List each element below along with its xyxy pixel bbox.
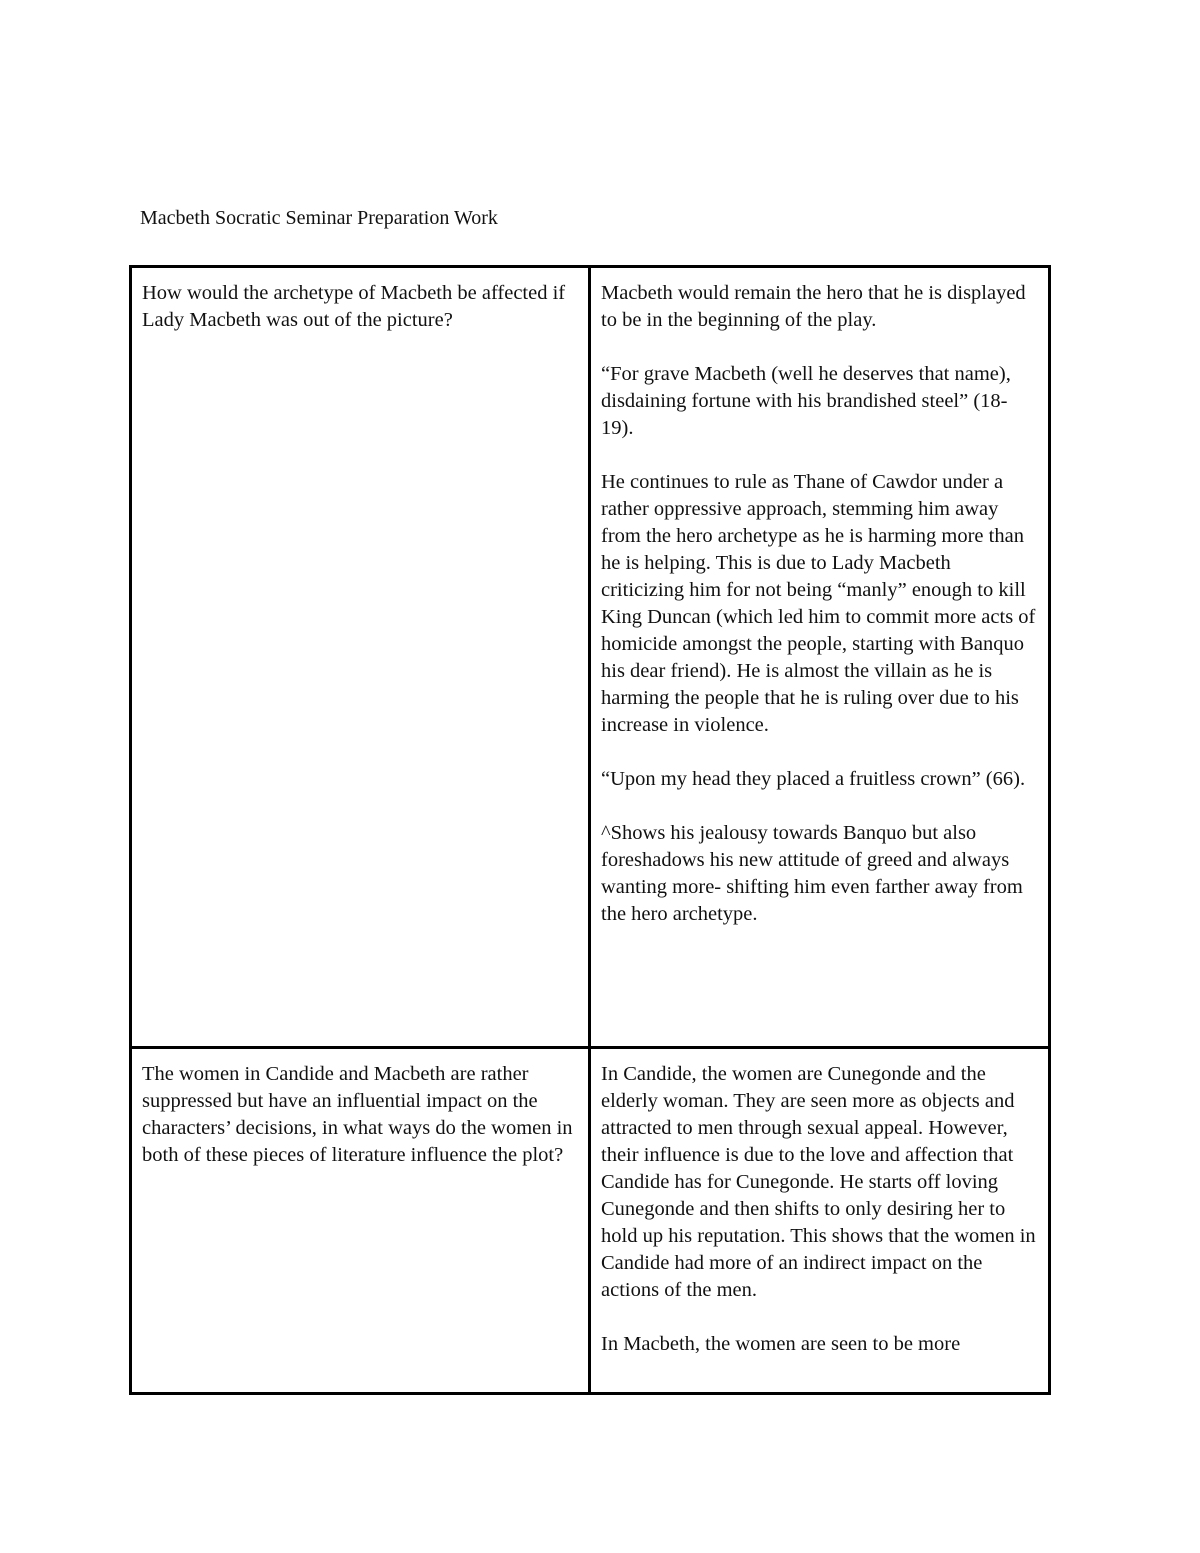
answer-paragraph: Macbeth would remain the hero that he is displayed to be in the beginning of the play. [601, 282, 1026, 331]
question-cell [131, 267, 590, 1048]
answer-paragraph: ^Shows his jealousy towards Banquo but also foreshadows his new attitude of greed and always wanting more- shifting him even farther away from the hero archetype. [601, 822, 1023, 925]
table-row [131, 267, 1050, 1048]
answer-paragraph: “For grave Macbeth (well he deserves that name), disdaining fortune with his brandished steel” (18-19). [601, 363, 1011, 439]
answer-cell [590, 267, 1050, 1048]
seminar-table [129, 265, 1051, 1395]
answer-paragraph: In Candide, the women are Cunegonde and the elderly woman. They are seen more as objects and attracted to men through sexual appeal. However, their influence is due to the love and affection that Candide has for Cunegonde. He starts off loving Cunegonde and then shifts to only desiring her to hold up his reputation. This shows that the women in Candide had more of an indirect impact on the actions of the men. [601, 1063, 1036, 1301]
table-row [131, 1048, 1050, 1394]
document-title: Macbeth Socratic Seminar Preparation Work [140, 207, 498, 229]
answer-paragraph: He continues to rule as Thane of Cawdor under a rather oppressive approach, stemming him away from the hero archetype as he is harming more than he is helping. This is due to Lady Macbeth criticizing him for not being “manly” enough to kill King Duncan (which led him to commit more acts of homicide amongst the people, starting with Banquo his dear friend). He is almost the villain as he is harming the people that he is ruling over due to his increase in violence. [601, 471, 1036, 736]
question-text: The women in Candide and Macbeth are rather suppressed but have an influential impact on the characters’ decisions, in what ways do the women in both of these pieces of literature influence the plot? [142, 1063, 573, 1166]
question-cell [131, 1048, 590, 1394]
answer-paragraph: “Upon my head they placed a fruitless crown” (66). [601, 768, 1026, 790]
answer-cell [590, 1048, 1050, 1394]
question-text: How would the archetype of Macbeth be affected if Lady Macbeth was out of the picture? [142, 282, 566, 331]
answer-paragraph: In Macbeth, the women are seen to be more [601, 1333, 961, 1355]
